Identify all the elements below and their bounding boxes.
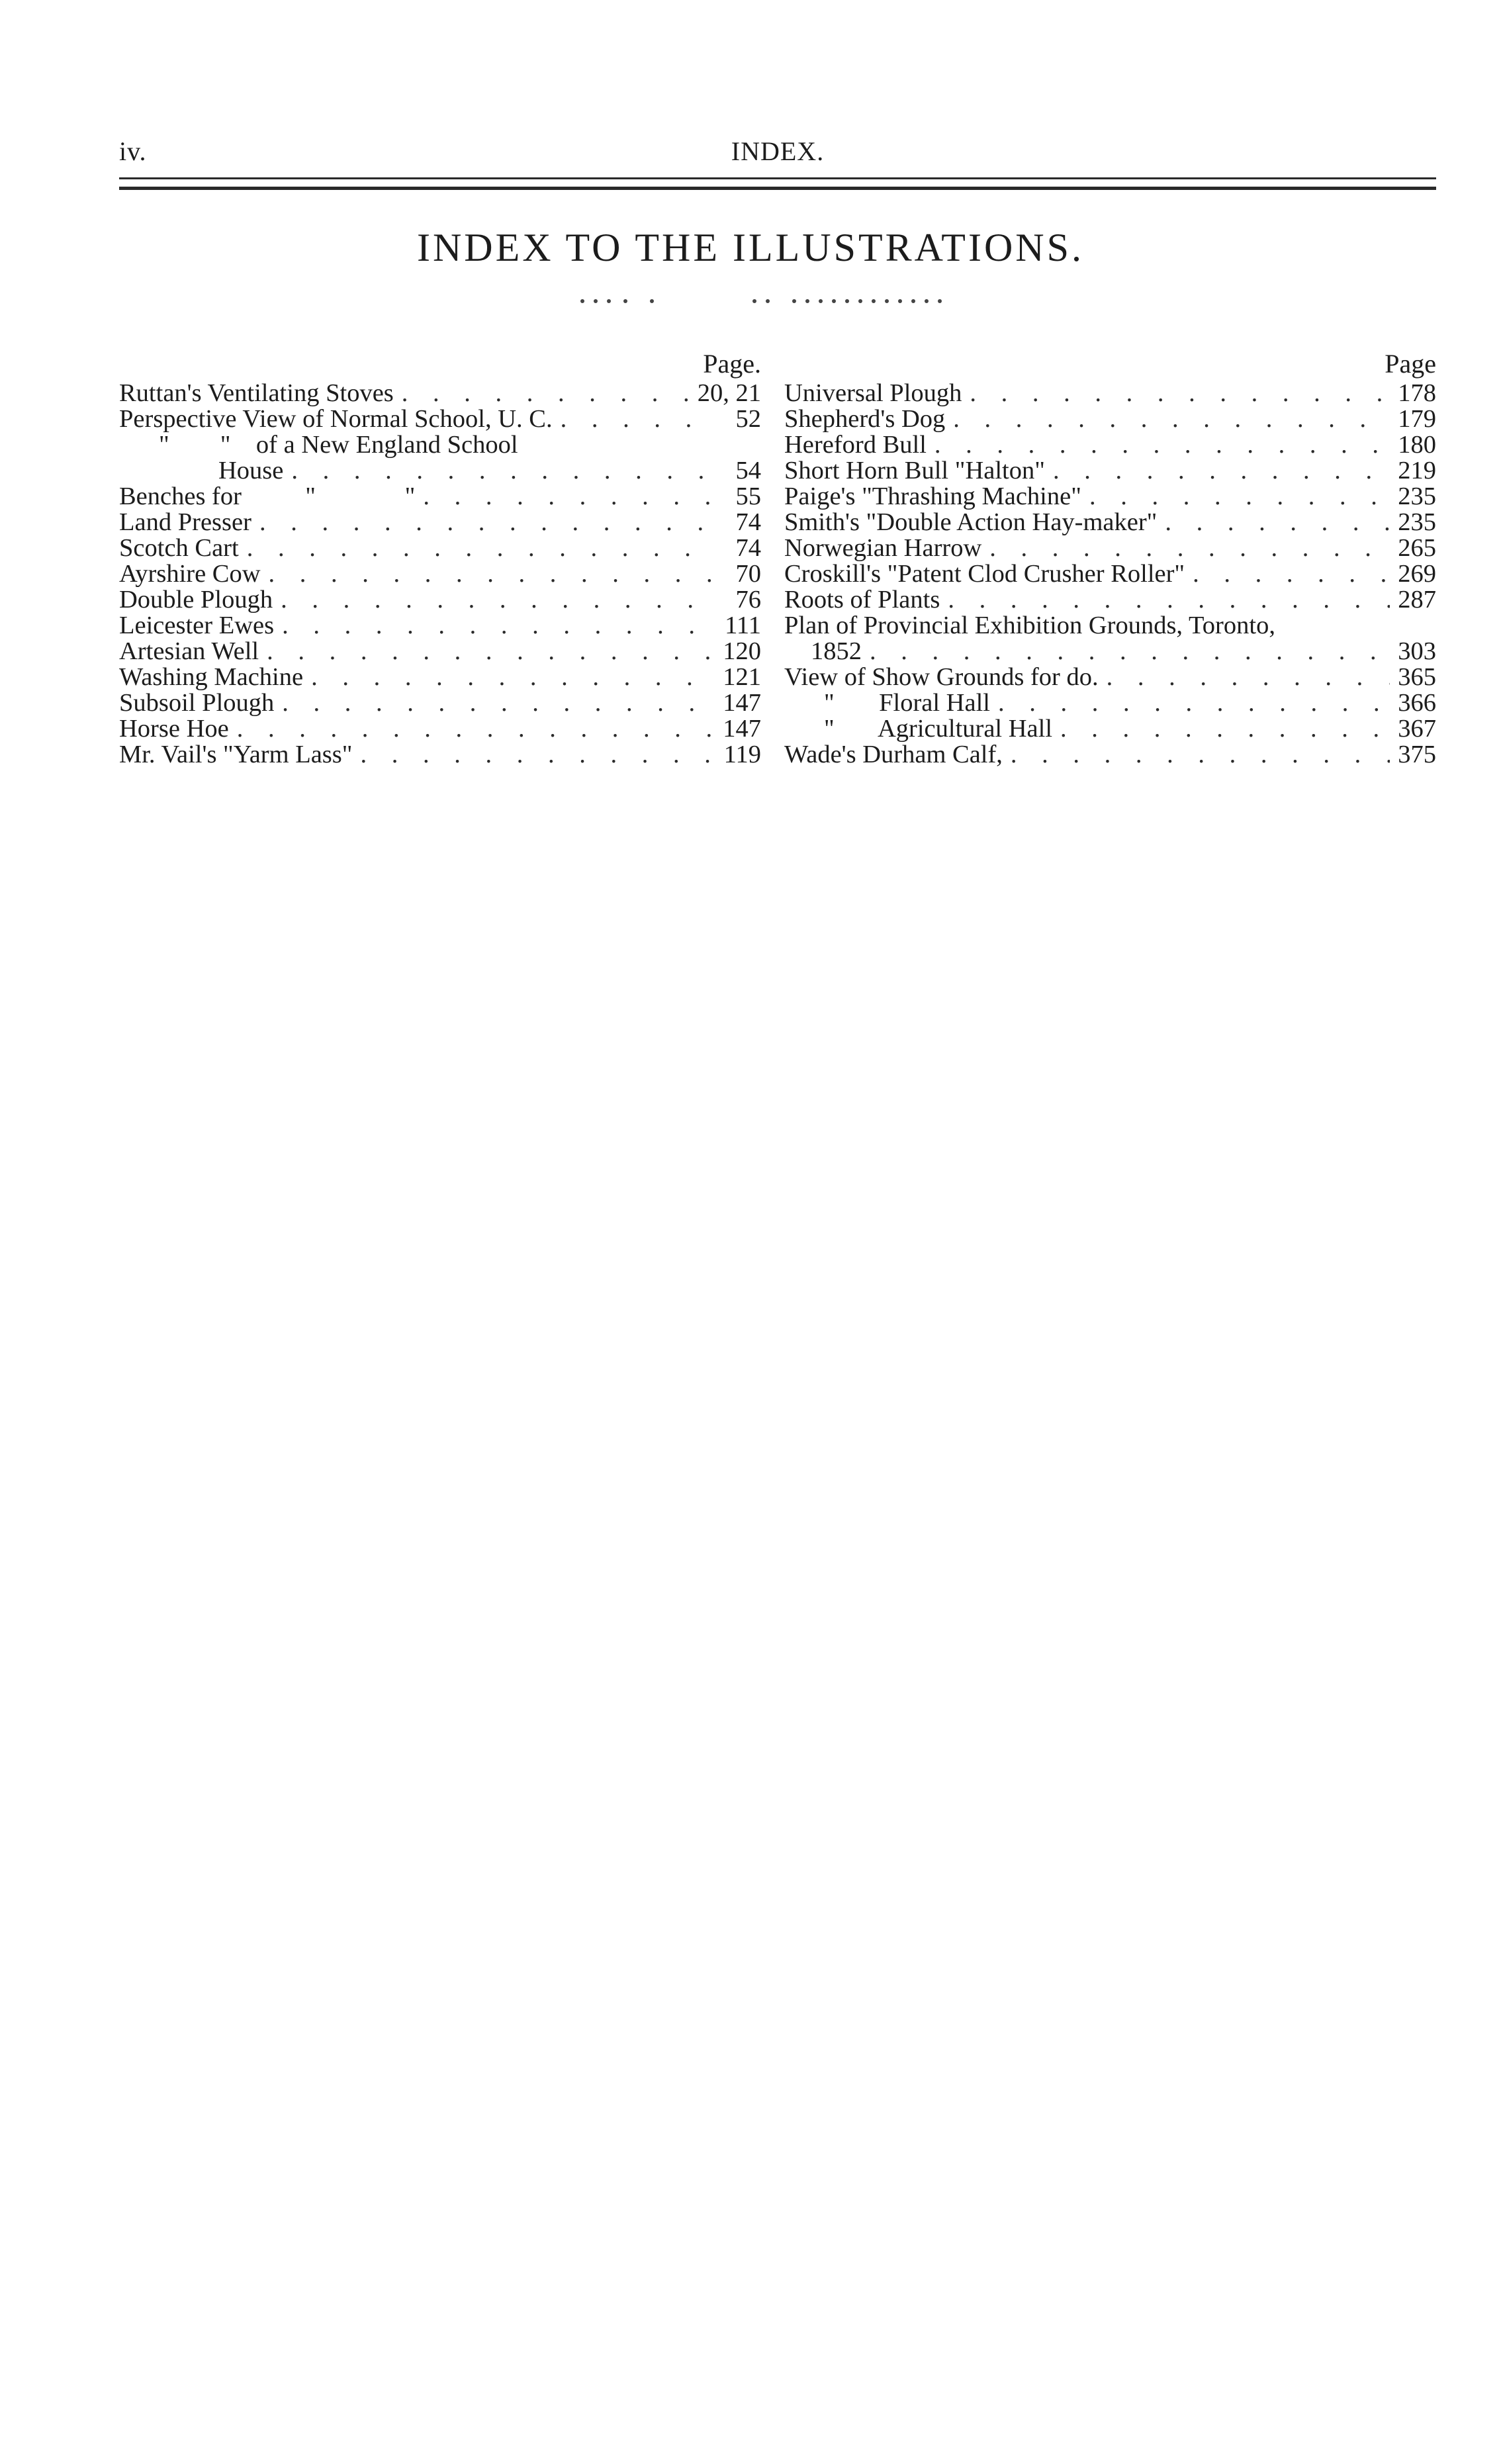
entry-title: View of Show Grounds for do. xyxy=(784,663,1099,691)
entry-page: 179 xyxy=(1398,405,1436,433)
entry-title: Roots of Plants xyxy=(784,586,940,614)
entry-title: 1852 xyxy=(811,637,862,665)
dot-leader xyxy=(251,510,715,535)
index-entry xyxy=(784,484,1436,510)
dot-leader xyxy=(1157,510,1390,535)
index-entry xyxy=(784,510,1436,535)
dot-leader xyxy=(229,716,715,742)
dot-leader xyxy=(303,664,715,690)
index-entry xyxy=(119,510,761,535)
index-entry xyxy=(119,664,761,690)
entry-page: 219 xyxy=(1398,457,1436,484)
entry-title: Paige's "Thrashing Machine" xyxy=(784,482,1081,510)
index-entry xyxy=(784,639,1436,664)
entry-title: Croskill's "Patent Clod Crusher Roller" xyxy=(784,560,1185,588)
entry-title: Shepherd's Dog xyxy=(784,405,946,433)
entry-page: 287 xyxy=(1398,586,1436,614)
index-entry xyxy=(119,381,761,406)
dot-leader xyxy=(990,690,1390,716)
index-entry xyxy=(784,381,1436,406)
dot-leader xyxy=(940,587,1390,613)
entry-page: 365 xyxy=(1398,663,1436,691)
dot-leader xyxy=(274,613,715,639)
dot-leader xyxy=(239,535,715,561)
index-entry xyxy=(119,458,761,484)
index-entry xyxy=(119,690,761,716)
entry-page: 119 xyxy=(723,741,761,768)
entry-title: Short Horn Bull "Halton" xyxy=(784,457,1045,484)
index-entry xyxy=(784,716,1436,742)
index-entry xyxy=(119,484,761,510)
entry-page: 178 xyxy=(1398,379,1436,407)
dot-leader xyxy=(862,639,1390,664)
entry-page: 111 xyxy=(725,612,761,639)
entry-page: 52 xyxy=(735,405,761,433)
entry-title: " Agricultural Hall xyxy=(824,715,1053,743)
entry-page: 265 xyxy=(1398,534,1436,562)
entry-page: 54 xyxy=(735,457,761,484)
right-page-label: Page xyxy=(1385,349,1436,379)
entry-title: Double Plough xyxy=(119,586,273,614)
entry-page: 366 xyxy=(1398,689,1436,717)
index-entry xyxy=(119,587,761,613)
dot-leader xyxy=(274,690,715,716)
entry-page: 235 xyxy=(1398,482,1436,510)
ornament-divider xyxy=(0,291,1501,311)
right-index-column xyxy=(784,351,1436,768)
dot-leader xyxy=(1003,742,1390,768)
index-entry xyxy=(784,613,1436,639)
left-index-column xyxy=(119,351,761,768)
running-head xyxy=(119,136,1436,175)
entry-title: Perspective View of Normal School, U. C. xyxy=(119,405,553,433)
dot-leader xyxy=(261,561,715,587)
entry-title: Leicester Ewes xyxy=(119,612,275,639)
index-entry xyxy=(784,690,1436,716)
dot-leader xyxy=(962,381,1390,406)
entry-page: 235 xyxy=(1398,508,1436,536)
header-rule-thin xyxy=(119,177,1436,179)
entry-page: 367 xyxy=(1398,715,1436,743)
dot-leader xyxy=(259,639,715,664)
entry-title: Ruttan's Ventilating Stoves xyxy=(119,379,394,407)
entry-page: 20, 21 xyxy=(697,379,761,407)
index-entry xyxy=(784,535,1436,561)
dot-leader xyxy=(1045,458,1390,484)
index-entry xyxy=(784,561,1436,587)
index-entry xyxy=(119,432,761,458)
entry-title: Smith's "Double Action Hay-maker" xyxy=(784,508,1158,536)
index-entry xyxy=(119,742,761,768)
entry-title: Ayrshire Cow xyxy=(119,560,261,588)
index-entry xyxy=(784,587,1436,613)
entry-title: Scotch Cart xyxy=(119,534,239,562)
index-entry xyxy=(784,406,1436,432)
entry-page: 76 xyxy=(735,586,761,614)
section-title: INDEX TO THE ILLUSTRATIONS. xyxy=(417,226,1084,269)
dot-leader xyxy=(273,587,715,613)
dot-leader xyxy=(283,458,715,484)
dot-leader xyxy=(1052,716,1390,742)
entry-title: Land Presser xyxy=(119,508,251,536)
dot-leader xyxy=(352,742,715,768)
entry-page: 180 xyxy=(1398,431,1436,459)
index-entry xyxy=(119,535,761,561)
entry-title: " " of a New England School xyxy=(159,431,518,459)
dot-leader xyxy=(1081,484,1390,510)
entry-title: Mr. Vail's "Yarm Lass" xyxy=(119,741,353,768)
index-entry xyxy=(119,561,761,587)
index-entry xyxy=(784,458,1436,484)
entry-page: 147 xyxy=(723,715,761,743)
dot-leader xyxy=(553,406,715,432)
entry-title: Artesian Well xyxy=(119,637,259,665)
entry-title: Norwegian Harrow xyxy=(784,534,982,562)
entry-title: Wade's Durham Calf, xyxy=(784,741,1003,768)
entry-page: 74 xyxy=(735,534,761,562)
entry-page: 121 xyxy=(723,663,761,691)
index-entry xyxy=(119,613,761,639)
entry-title: Washing Machine xyxy=(119,663,304,691)
entry-page: 147 xyxy=(723,689,761,717)
entry-title: " Floral Hall xyxy=(824,689,990,717)
entry-page: 120 xyxy=(723,637,761,665)
dot-leader xyxy=(981,535,1390,561)
dot-leader xyxy=(1099,664,1390,690)
dot-leader xyxy=(394,381,698,406)
entry-page: 303 xyxy=(1398,637,1436,665)
entry-title: Benches for " " xyxy=(119,482,416,510)
entry-title: Hereford Bull xyxy=(784,431,927,459)
entry-page: 55 xyxy=(735,482,761,510)
index-entry xyxy=(784,432,1436,458)
entry-title: Plan of Provincial Exhibition Grounds, Toronto, xyxy=(784,612,1275,639)
folio: iv. xyxy=(119,136,147,166)
entry-title: Universal Plough xyxy=(784,379,962,407)
entry-page: 74 xyxy=(735,508,761,536)
entry-title: Horse Hoe xyxy=(119,715,229,743)
dot-leader xyxy=(1185,561,1390,587)
index-entry xyxy=(119,716,761,742)
index-entry xyxy=(784,664,1436,690)
entry-page: 269 xyxy=(1398,560,1436,588)
header-rule-thick xyxy=(119,187,1436,190)
entry-page: 375 xyxy=(1398,741,1436,768)
left-page-label: Page. xyxy=(703,349,761,379)
index-entry xyxy=(784,742,1436,768)
entry-title: Subsoil Plough xyxy=(119,689,275,717)
entry-title: House xyxy=(218,457,284,484)
dot-leader xyxy=(945,406,1390,432)
running-head-title: INDEX. xyxy=(731,136,825,166)
index-entry xyxy=(119,639,761,664)
dot-leader xyxy=(415,484,715,510)
index-entry xyxy=(119,406,761,432)
entry-page: 70 xyxy=(735,560,761,588)
dot-leader xyxy=(927,432,1390,458)
